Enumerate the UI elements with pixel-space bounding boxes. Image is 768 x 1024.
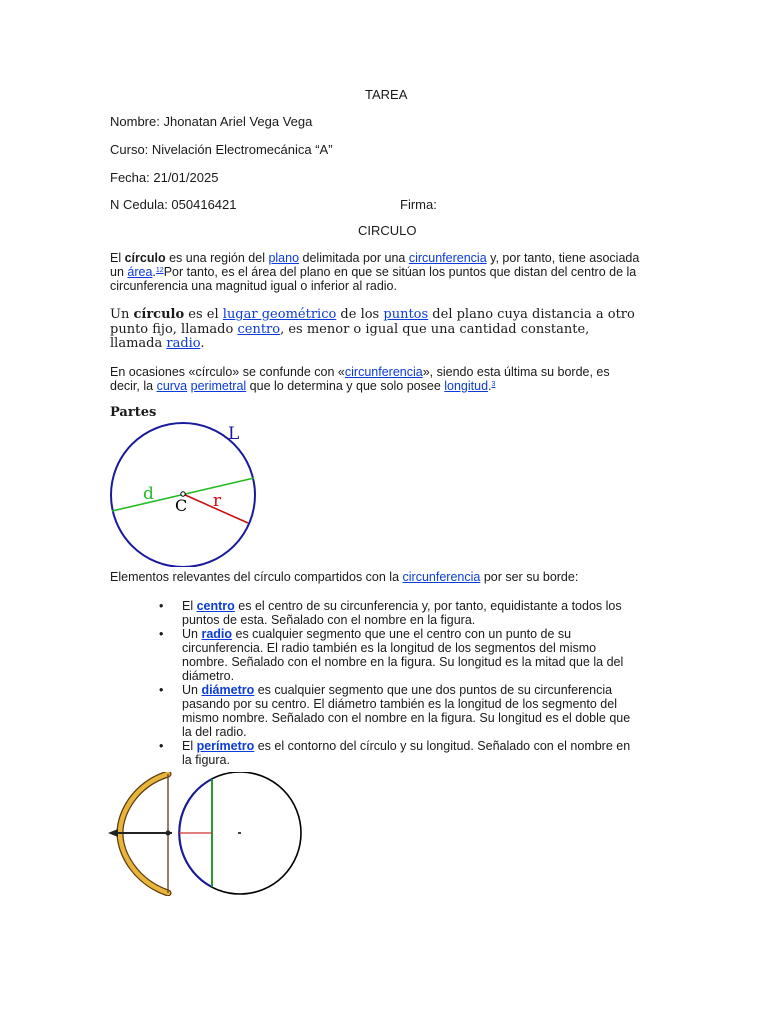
- signature-label: Firma:: [400, 197, 437, 212]
- paragraph-confusion: En ocasiones «círculo» se confunde con «circunferencia», siendo esta última su borde, es decir, la curva perimetral que lo determina y que solo posee longitud.$^3$: [110, 365, 610, 393]
- circle-parts-figure: [106, 422, 266, 567]
- term-link[interactable]: perímetro: [196, 739, 255, 753]
- term-circulo: círculo: [133, 307, 185, 322]
- bullet-icon: •: [159, 599, 164, 613]
- paragraph-definition-locus: Un círculo es el lugar geométrico de los puntos del plano cuya distancia a otro punto fijo, llamado centro, es menor o igual que una cantidad constante, llamada radio.: [110, 307, 635, 351]
- label-d: d: [143, 484, 154, 504]
- bullet-icon: •: [159, 739, 164, 753]
- footnote-ref[interactable]: 12: [155, 267, 164, 274]
- date: Fecha: 21/01/2025: [110, 170, 219, 185]
- list-item: • Un diámetro es cualquier segmento que une dos puntos de su circunferencia pasando por su centro. El diámetro también es la longitud de los segmento del mismo nombre. Señalado con el nombre en la figura. Su longitud es el doble que la del radio.: [159, 683, 631, 739]
- link-longitud[interactable]: longitud: [444, 379, 489, 393]
- link-lugar-geometrico[interactable]: lugar geométrico: [222, 307, 337, 322]
- link-circunferencia[interactable]: circunferencia: [402, 570, 481, 584]
- section-title: CIRCULO: [358, 223, 417, 238]
- label-r: r: [213, 491, 222, 511]
- bullet-icon: •: [159, 627, 164, 641]
- bullet-icon: •: [159, 683, 164, 697]
- student-name: Nombre: Jhonatan Ariel Vega Vega: [110, 114, 313, 129]
- link-perimetral[interactable]: perimetral: [190, 379, 247, 393]
- arrow-head-icon: [108, 829, 118, 837]
- term-link[interactable]: radio: [201, 627, 233, 641]
- bow-circle-figure: [106, 772, 306, 896]
- list-item: • Un radio es cualquier segmento que une el centro con un punto de su circunferencia. El radio también es la longitud de los segmentos del mismo nombre. Señalado con el nombre en la figura. Su longitud es la mitad que la del diámetro.: [159, 627, 624, 683]
- elements-list: [110, 599, 670, 767]
- paragraph-definition-area: El círculo es una región del plano delimitada por una circunferencia y, por tanto, tiene asociada un área.$^{12}$Por tanto, es el área del plano en que se sitúan los puntos que distan del centro de la circunferencia una magnitud igual o inferior al radio.: [110, 251, 640, 293]
- link-circunferencia[interactable]: circunferencia: [408, 251, 487, 265]
- link-radio[interactable]: radio: [166, 336, 201, 351]
- id-number: N Cedula: 050416421: [110, 197, 237, 212]
- label-C: C: [175, 496, 188, 515]
- list-item: • El centro es el centro de su circunferencia y, por tanto, equidistante a todos los puntos de esta. Señalado con el nombre en la figura.: [159, 599, 622, 627]
- list-item: • El perímetro es el contorno del círculo y su longitud. Señalado con el nombre en la figura.: [159, 739, 631, 767]
- link-centro[interactable]: centro: [237, 321, 281, 337]
- term-circulo: círculo: [124, 251, 166, 265]
- link-area[interactable]: área: [127, 265, 153, 279]
- term-link[interactable]: centro: [196, 599, 235, 613]
- paragraph-elements-intro: Elementos relevantes del círculo compartidos con la circunferencia por ser su borde:: [110, 570, 579, 584]
- course: Curso: Nivelación Electromecánica “A”: [110, 142, 333, 157]
- term-link[interactable]: diámetro: [201, 683, 255, 697]
- link-curva[interactable]: curva: [156, 379, 188, 393]
- partes-heading: Partes: [110, 405, 157, 420]
- label-L: L: [228, 424, 240, 444]
- link-plano[interactable]: plano: [268, 251, 300, 265]
- link-puntos[interactable]: puntos: [383, 307, 429, 322]
- nock-point: [166, 831, 171, 836]
- footnote-ref[interactable]: 3: [491, 381, 496, 388]
- link-circunferencia[interactable]: circunferencia: [344, 365, 423, 379]
- document-title: TAREA: [365, 87, 408, 102]
